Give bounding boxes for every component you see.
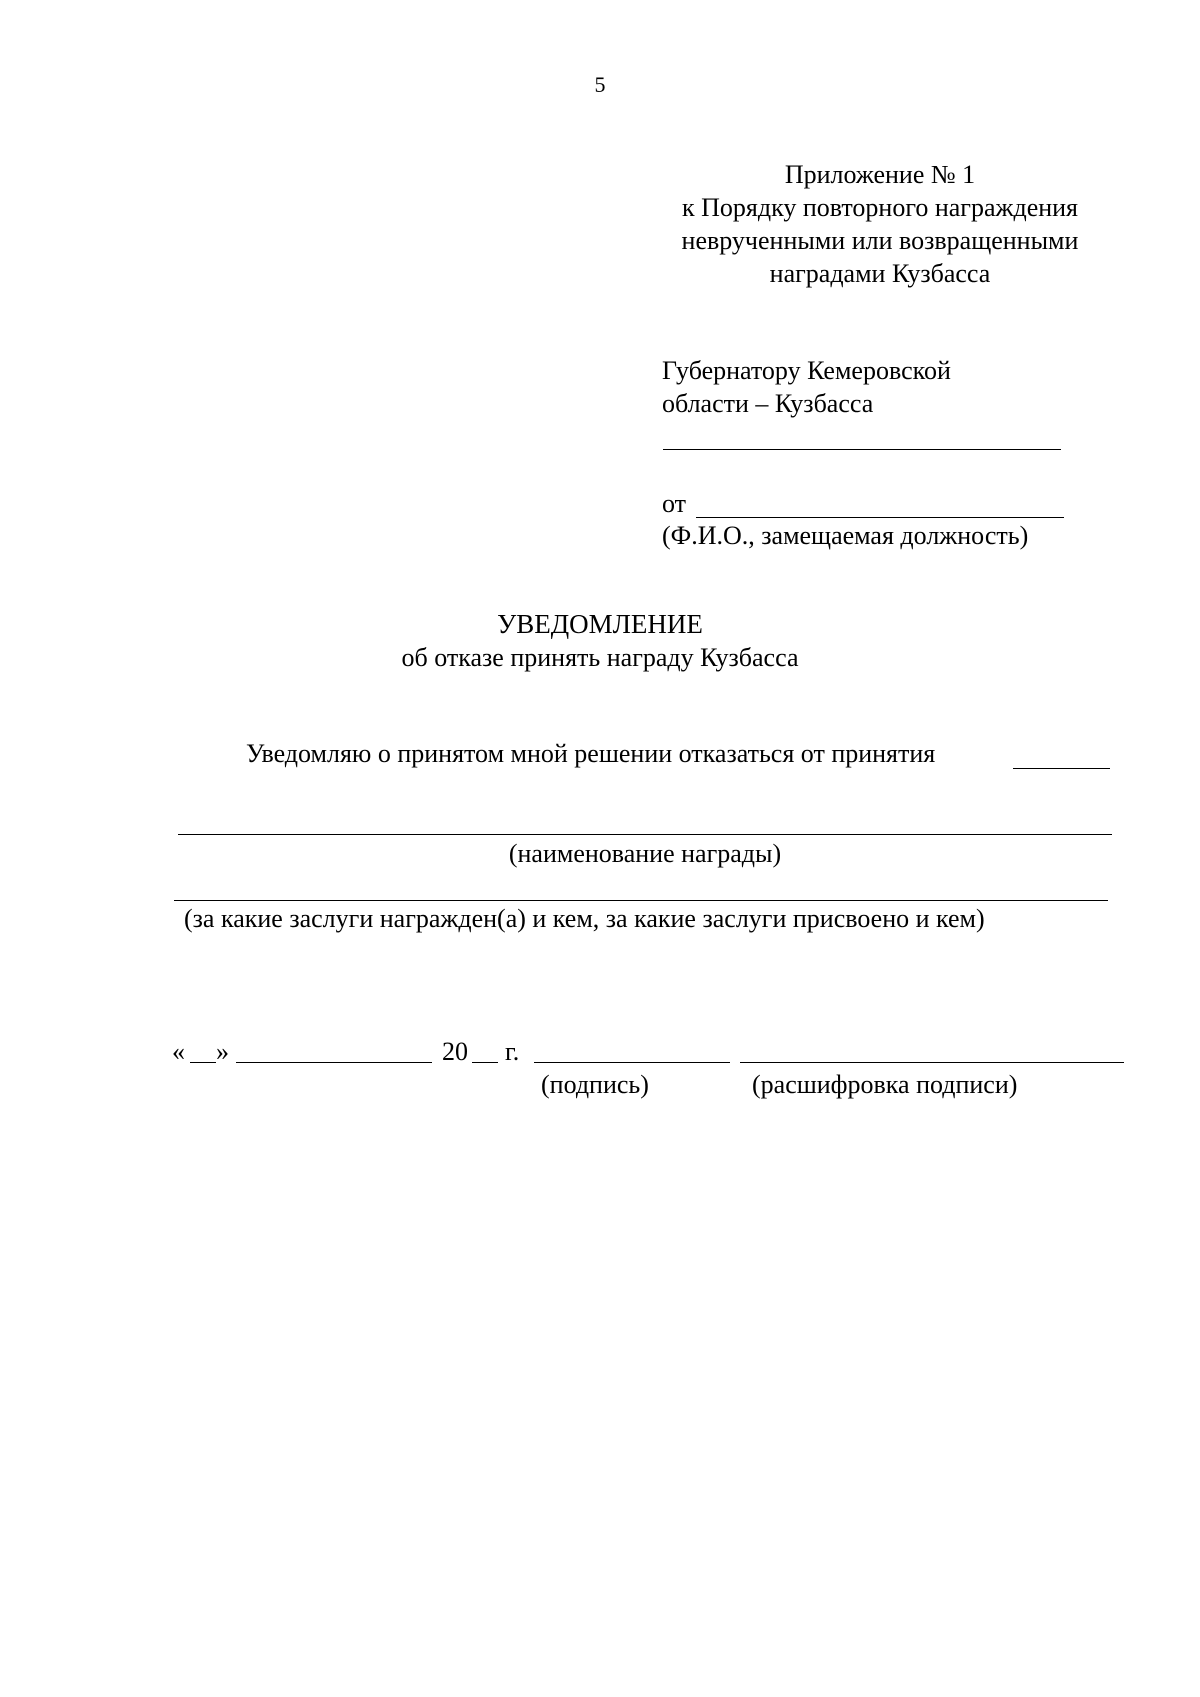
signature-blank-line <box>534 1062 730 1063</box>
document-title: УВЕДОМЛЕНИЕ <box>497 609 703 639</box>
addressee-line: Губернатору Кемеровской <box>662 356 951 385</box>
appendix-reference <box>650 158 1110 290</box>
sender-label: от <box>662 489 687 518</box>
body-blank-line <box>1013 768 1110 769</box>
day-blank-line <box>190 1062 216 1063</box>
appendix-line: Приложение № 1 <box>784 160 976 189</box>
addressee-block <box>662 354 951 420</box>
year-blank-line <box>472 1062 498 1063</box>
date-close-quote: » <box>216 1037 229 1066</box>
signature-name-caption: (расшифровка подписи) <box>752 1070 1018 1099</box>
notification-body: Уведомляю о принятом мной решении отказаться от принятия <box>246 739 936 768</box>
award-name-caption: (наименование награды) <box>508 839 782 868</box>
appendix-line: к Порядку повторного награждения <box>681 193 1079 222</box>
page-number: 5 <box>594 72 606 97</box>
signature-caption: (подпись) <box>541 1070 649 1099</box>
appendix-line: неврученными или возвращенными <box>681 226 1079 255</box>
merit-caption: (за какие заслуги награжден(а) и кем, за какие заслуги присвоено и кем) <box>184 904 985 933</box>
sender-blank-line <box>696 517 1064 518</box>
merit-blank-line <box>174 900 1108 901</box>
year-suffix: г. <box>505 1037 520 1066</box>
appendix-line: наградами Кузбасса <box>769 259 991 288</box>
month-blank-line <box>236 1062 432 1063</box>
addressee-line: области – Кузбасса <box>662 389 874 418</box>
document-subtitle: об отказе принять награду Кузбасса <box>401 643 799 672</box>
signature-name-blank-line <box>740 1062 1124 1063</box>
sender-caption: (Ф.И.О., замещаемая должность) <box>662 521 1029 550</box>
date-open-quote: « <box>172 1037 185 1066</box>
year-prefix: 20 <box>442 1037 468 1066</box>
addressee-blank-line <box>663 449 1061 450</box>
award-name-blank-line <box>178 834 1112 835</box>
